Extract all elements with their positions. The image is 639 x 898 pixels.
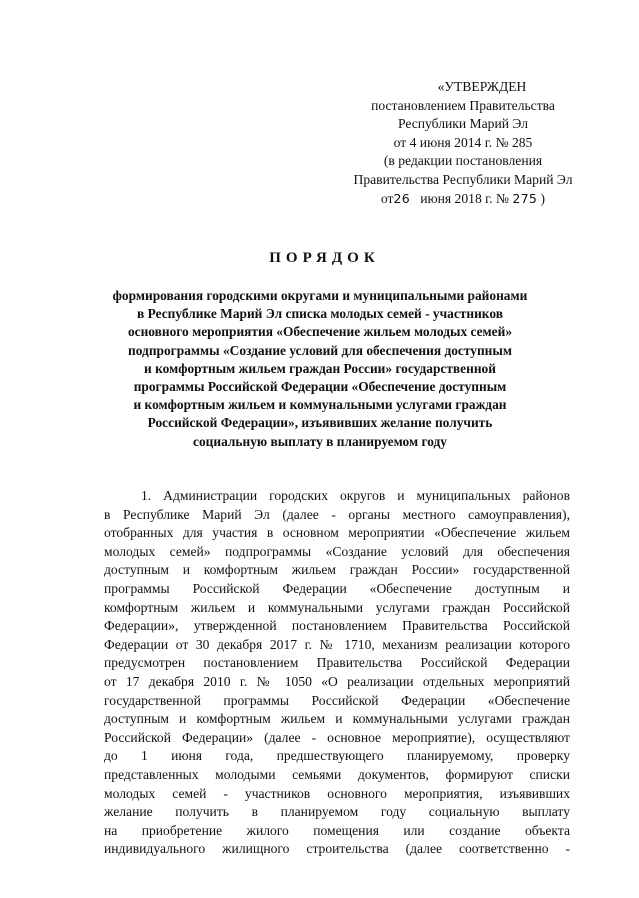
- body-line: в Республике Марий Эл (далее - органы местного самоуправления),: [104, 506, 570, 522]
- body-line: комфортным жильем и коммунальными услугами граждан Российской: [104, 599, 570, 615]
- approval-line: постановлением Правительства: [371, 97, 555, 113]
- edition-middle: июня 2018 г. №: [420, 190, 509, 206]
- paragraph-1: [104, 487, 570, 859]
- body-line: доступным и комфортным жильем граждан России» государственной: [104, 562, 570, 578]
- body-line: программы Российской Федерации «Обеспечение доступным и: [104, 580, 570, 596]
- document-title: ПОРЯДОК: [269, 250, 380, 266]
- approval-line: Правительства Республики Марий Эл: [353, 171, 573, 187]
- body-line: индивидуального жилищного строительства (далее соответственно -: [104, 841, 570, 857]
- body-line: Федерации от 30 декабря 2017 г. № 1710, механизм реализации которого: [104, 636, 570, 652]
- body-line: доступным и комфортным жильем и коммунальными услугами граждан: [104, 711, 570, 727]
- body-line: молодых семей - участников основного мероприятия, изъявивших: [104, 785, 570, 801]
- edition-prefix: от: [380, 190, 394, 206]
- body-line: молодых семей» подпрограммы «Создание условий для обеспечения: [104, 543, 570, 559]
- approval-line: (в редакции постановления: [383, 153, 543, 169]
- approval-line: от 4 июня 2014 г. № 285: [393, 134, 533, 150]
- subtitle-line: социальную выплату в планируемом году: [193, 433, 447, 449]
- edition-day: 26: [393, 190, 410, 206]
- body-line: отобранных для участия в основном мероприятии «Обеспечение жильем: [104, 525, 570, 541]
- subtitle-line: и комфортным жильем и коммунальными услугами граждан: [133, 397, 507, 413]
- subtitle-line: и комфортным жильем граждан России» государственной: [144, 360, 496, 376]
- subtitle-line: формирования городскими округами и муниципальными районами: [112, 288, 528, 303]
- approval-stamp: [318, 78, 608, 208]
- body-line: на приобретение жилого помещения или создание объекта: [104, 822, 570, 838]
- subtitle-line: подпрограммы «Создание условий для обеспечения доступным: [128, 342, 512, 358]
- body-line: желание получить в планируемом году социальную выплату: [104, 804, 570, 820]
- subtitle-line: Российской Федерации», изъявивших желание получить: [147, 415, 493, 431]
- body-line: Российской Федерации» (далее - основное мероприятие), осуществляют: [104, 729, 570, 745]
- approval-line: Республики Марий Эл: [397, 116, 529, 132]
- body-line: от 17 декабря 2010 г. № 1050 «О реализации отдельных мероприятий: [104, 673, 570, 689]
- document-subtitle: [60, 287, 580, 451]
- body-line: предусмотрен постановлением Правительства Российской Федерации: [104, 655, 570, 671]
- subtitle-line: основного мероприятия «Обеспечение жильем молодых семей»: [127, 324, 513, 340]
- body-line: государственной программы Российской Федерации «Обеспечение: [104, 692, 570, 708]
- edition-number: 275: [512, 190, 538, 206]
- edition-suffix: ): [540, 190, 546, 206]
- subtitle-line: в Республике Марий Эл списка молодых семей - участников: [137, 306, 503, 322]
- body-line: представленных молодыми семьями документов, формируют списки: [104, 766, 570, 782]
- approval-edition-line: [318, 190, 608, 209]
- body-line: Федерации», утвержденной постановлением Правительства Российской: [104, 618, 570, 634]
- body-line: 1. Администрации городских округов и муниципальных районов: [141, 488, 570, 503]
- approval-line: «УТВЕРЖДЕН: [437, 79, 527, 94]
- body-line: до 1 июня года, предшествующего планируемому, проверку: [104, 748, 570, 764]
- subtitle-line: программы Российской Федерации «Обеспечение доступным: [133, 379, 507, 395]
